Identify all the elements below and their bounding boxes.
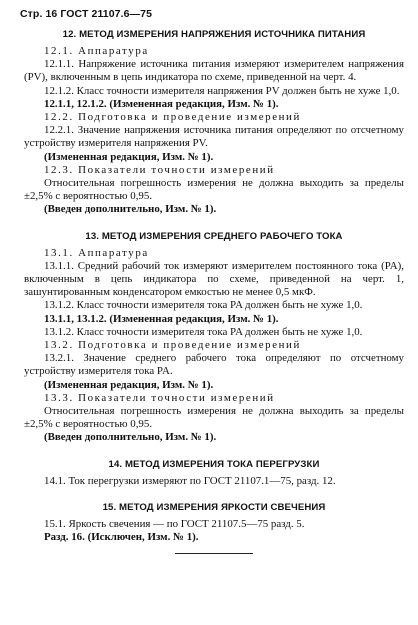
page-header: Стр. 16 ГОСТ 21107.6—75	[20, 8, 153, 20]
paragraph: 12.3. Показатели точности измерений	[44, 163, 275, 176]
paragraph: 13.2. Подготовка и проведение измерений	[44, 339, 301, 352]
paragraph: 13.2.1. Значение среднего рабочего тока определяют по отсчетному устройству измерителя тока PA.	[24, 352, 404, 378]
amendment-note: Разд. 16. (Исключен, Изм. № 1).	[44, 531, 199, 544]
section-title: 13. МЕТОД ИЗМЕРЕНИЯ СРЕДНЕГО РАБОЧЕГО ТОКА	[85, 230, 343, 242]
amendment-note: (Введен дополнительно, Изм. № 1).	[44, 203, 217, 216]
paragraph: Относительная погрешность измерения не должна выходить за пределы ±2,5% с вероятностью 0,95.	[24, 177, 404, 203]
paragraph: Относительная погрешность измерения не должна выходить за пределы ±2,5% с вероятностью 0,95.	[24, 405, 404, 431]
section-title: 12. МЕТОД ИЗМЕРЕНИЯ НАПРЯЖЕНИЯ ИСТОЧНИКА ПИТАНИЯ	[62, 29, 366, 40]
section-15	[24, 502, 404, 544]
amendment-note: (Введен дополнительно, Изм. № 1).	[44, 431, 217, 444]
paragraph: 12.2. Подготовка и проведение измерений	[44, 111, 301, 124]
paragraph: 13.3. Показатели точности измерений	[44, 391, 275, 404]
paragraph: 13.1. Аппаратура	[44, 246, 149, 259]
amendment-note: 13.1.1, 13.1.2. (Измененная редакция, Изм. № 1).	[44, 312, 279, 325]
paragraph: 12.1. Аппаратура	[44, 45, 149, 57]
paragraph: 15.1. Яркость свечения — по ГОСТ 21107.5—75 разд. 5.	[44, 517, 305, 530]
section-13	[24, 231, 404, 445]
paragraph: 14.1. Ток перегрузки измеряют по ГОСТ 21107.1—75, разд. 12.	[44, 474, 336, 487]
paragraph: 13.1.2. Класс точности измерителя тока PA должен быть не хуже 1,0.	[44, 325, 363, 338]
section-14	[24, 459, 404, 488]
section-title: 15. МЕТОД ИЗМЕРЕНИЯ ЯРКОСТИ СВЕЧЕНИЯ	[102, 501, 326, 513]
paragraph: 13.1.1. Средний рабочий ток измеряют измерителем постоянного тока (PA), включенным в цепь индикатора по схеме, приведенной на черт. 1, зашунтированным конденсатором емкостью не менее 0,5 мкФ.	[24, 259, 404, 299]
paragraph: 12.2.1. Значение напряжения источника питания определяют по отсчетному устройству измерителя напряжения PV.	[24, 124, 404, 150]
amendment-note: 12.1.1, 12.1.2. (Измененная редакция, Изм. № 1).	[44, 97, 279, 110]
paragraph: 13.1.2. Класс точности измерителя тока PA должен быть не хуже 1,0.	[44, 299, 363, 312]
section-12	[24, 29, 404, 217]
amendment-note: (Измененная редакция, Изм. № 1).	[44, 150, 214, 163]
paragraph: 12.1.2. Класс точности измерителя напряжения PV должен быть не хуже 1,0.	[44, 84, 400, 97]
amendment-note: (Измененная редакция, Изм. № 1).	[44, 378, 214, 391]
end-rule	[175, 553, 253, 554]
section-title: 14. МЕТОД ИЗМЕРЕНИЯ ТОКА ПЕРЕГРУЗКИ	[108, 458, 320, 470]
paragraph: 12.1.1. Напряжение источника питания измеряют измерителем напряжения (PV), включенным в цепь индикатора по схеме, приведенной на черт. 4.	[24, 58, 404, 84]
